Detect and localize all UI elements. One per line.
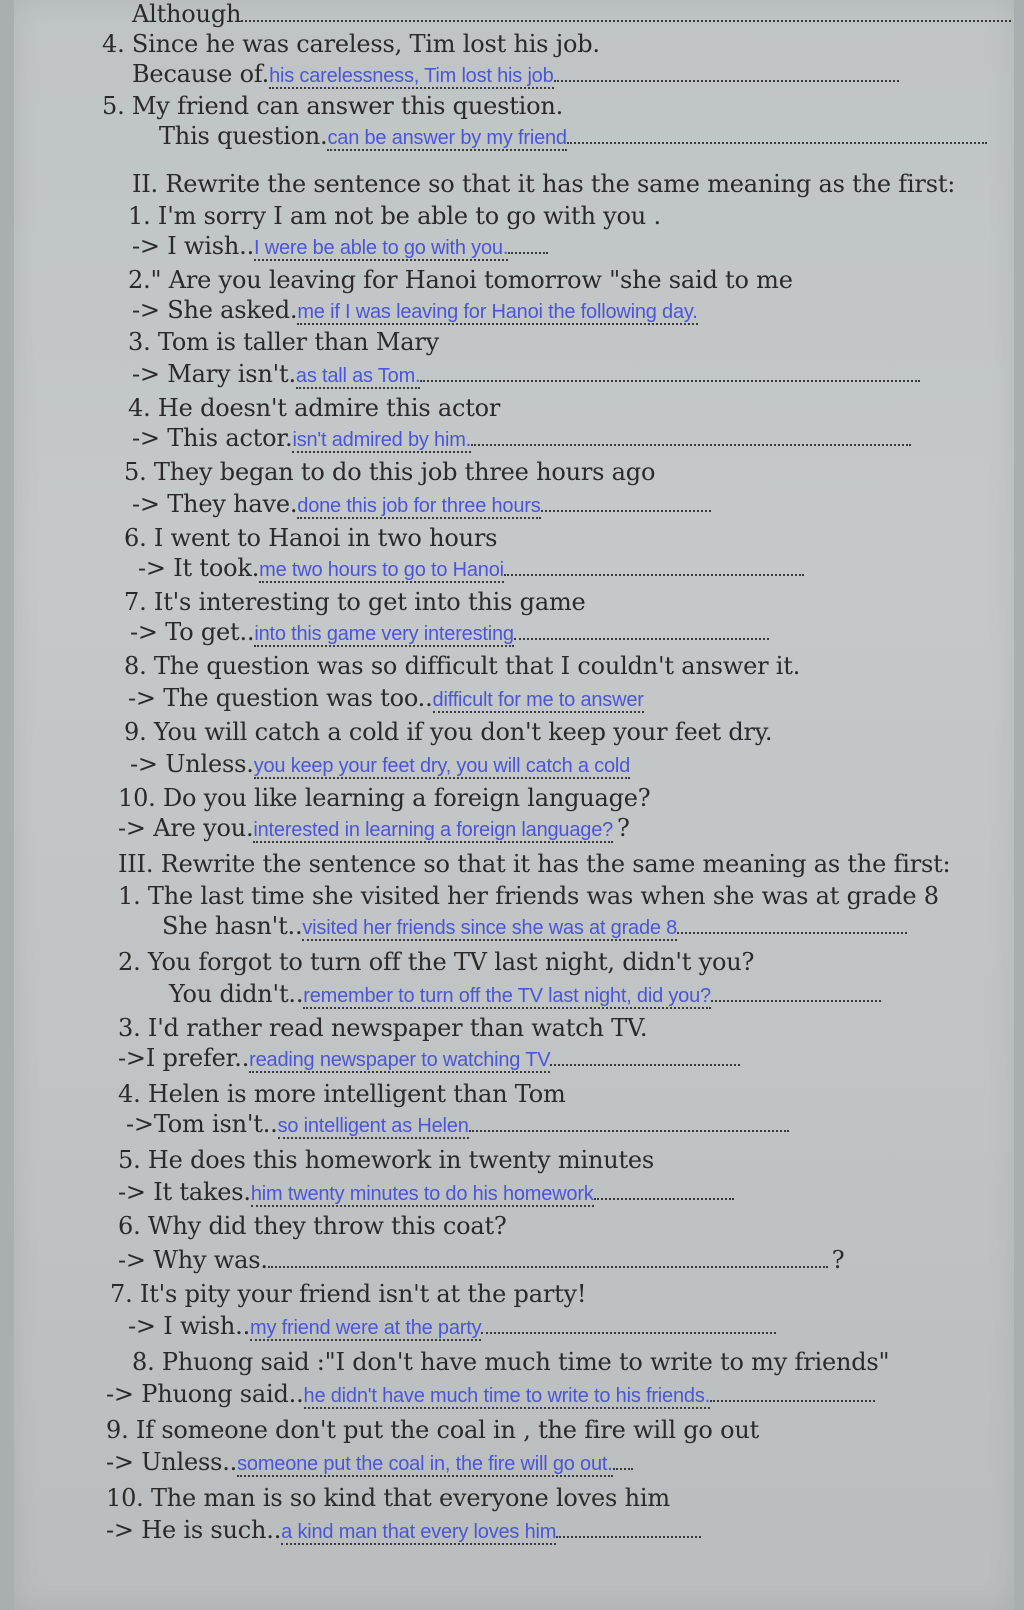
worksheet-line bbox=[110, 1280, 586, 1308]
line-prompt-text: -> Mary isn't. bbox=[132, 360, 296, 388]
worksheet-line bbox=[106, 1448, 633, 1478]
line-prompt-text: -> I wish.. bbox=[132, 232, 255, 260]
line-prompt-text: -> Unless. bbox=[130, 750, 254, 778]
worksheet-line bbox=[162, 912, 907, 942]
line-prompt-text: 8. The question was so difficult that I couldn't answer it. bbox=[124, 652, 801, 680]
line-prompt-text: She hasn't.. bbox=[162, 912, 303, 940]
line-prompt-text: 2." Are you leaving for Hanoi tomorrow "she said to me bbox=[128, 266, 793, 294]
line-prompt-text: -> Why was. bbox=[118, 1246, 268, 1274]
line-prompt-text: 3. I'd rather read newspaper than watch TV. bbox=[118, 1014, 648, 1042]
handwritten-answer: my friend were at the party bbox=[250, 1317, 482, 1339]
handwritten-answer: him twenty minutes to do his homework bbox=[250, 1183, 594, 1205]
worksheet-line bbox=[128, 394, 500, 422]
dotted-answer-line bbox=[710, 1400, 875, 1402]
worksheet-line bbox=[132, 60, 899, 90]
dotted-answer-line bbox=[550, 1064, 740, 1066]
worksheet-line bbox=[124, 588, 586, 616]
worksheet-line bbox=[124, 718, 772, 746]
dotted-answer-line bbox=[481, 1332, 776, 1334]
worksheet-line bbox=[132, 0, 1011, 28]
handwritten-answer: can be answer by my friend bbox=[327, 127, 567, 149]
worksheet-line bbox=[128, 266, 793, 294]
handwritten-answer: interested in learning a foreign language? bbox=[253, 819, 614, 841]
worksheet-line bbox=[102, 92, 563, 120]
line-prompt-text: 6. I went to Hanoi in two hours bbox=[124, 524, 498, 552]
worksheet-line bbox=[132, 232, 548, 262]
worksheet-line bbox=[118, 1146, 654, 1174]
dotted-answer-line bbox=[567, 142, 987, 144]
worksheet-line bbox=[118, 948, 754, 976]
dotted-answer-line bbox=[677, 932, 907, 934]
worksheet-line bbox=[132, 1348, 889, 1376]
worksheet-line bbox=[106, 1516, 701, 1546]
line-prompt-text: -> I wish.. bbox=[128, 1312, 251, 1340]
line-prompt-text: -> This actor. bbox=[132, 424, 293, 452]
line-prompt-text: -> He is such.. bbox=[106, 1516, 282, 1544]
handwritten-answer: me two hours to go to Hanoi bbox=[259, 559, 504, 581]
line-prompt-text: 4. Since he was careless, Tim lost his job. bbox=[102, 30, 600, 58]
handwritten-answer: a kind man that every loves him bbox=[281, 1521, 557, 1543]
worksheet-line bbox=[118, 1080, 566, 1108]
worksheet-line bbox=[132, 296, 698, 326]
dotted-answer-line bbox=[241, 20, 1011, 22]
line-prompt-text: -> Are you. bbox=[118, 814, 254, 842]
line-prompt-text: You didn't.. bbox=[169, 980, 304, 1008]
worksheet-line bbox=[128, 202, 661, 230]
worksheet-line bbox=[118, 882, 939, 910]
line-prompt-text: -> Unless.. bbox=[106, 1448, 238, 1476]
line-prompt-text: -> To get.. bbox=[130, 618, 255, 646]
line-suffix-text: ? bbox=[617, 814, 630, 842]
line-prompt-text: Because of. bbox=[132, 60, 270, 88]
worksheet-line bbox=[138, 554, 804, 584]
worksheet-line bbox=[118, 850, 950, 878]
line-prompt-text: 3. Tom is taller than Mary bbox=[128, 328, 439, 356]
worksheet-page bbox=[14, 0, 1014, 1610]
handwritten-answer: you keep your feet dry, you will catch a cold bbox=[253, 755, 631, 777]
line-prompt-text: 8. Phuong said :"I don't have much time to write to my friends" bbox=[132, 1348, 890, 1376]
line-prompt-text: Although bbox=[132, 0, 242, 28]
worksheet-line bbox=[132, 170, 955, 198]
handwritten-answer: his carelessness, Tim lost his job bbox=[269, 65, 554, 87]
line-prompt-text: 5. My friend can answer this question. bbox=[102, 92, 564, 120]
worksheet-line bbox=[128, 684, 644, 714]
worksheet-line bbox=[159, 122, 987, 152]
worksheet-line bbox=[128, 328, 439, 356]
line-prompt-text: -> It took. bbox=[138, 554, 260, 582]
line-prompt-text: 7. It's interesting to get into this game bbox=[124, 588, 586, 616]
line-prompt-text: II. Rewrite the sentence so that it has the same meaning as the first: bbox=[132, 170, 956, 198]
worksheet-line bbox=[130, 750, 630, 780]
worksheet-line bbox=[118, 1212, 507, 1240]
handwritten-answer: done this job for three hours bbox=[297, 495, 541, 517]
handwritten-answer: so intelligent as Helen bbox=[277, 1115, 469, 1137]
handwritten-answer: me if I was leaving for Hanoi the following day. bbox=[297, 301, 698, 323]
handwritten-answer: remember to turn off the TV last night, did you? bbox=[303, 985, 711, 1007]
line-suffix-text: ? bbox=[831, 1246, 845, 1274]
handwritten-answer: reading newspaper to watching TV bbox=[249, 1049, 551, 1071]
line-prompt-text: ->Tom isn't.. bbox=[126, 1110, 278, 1138]
line-prompt-text: 1. I'm sorry I am not be able to go with you . bbox=[128, 202, 661, 230]
handwritten-answer: he didn't have much time to write to his friends. bbox=[303, 1385, 710, 1407]
line-prompt-text: 2. You forgot to turn off the TV last night, didn't you? bbox=[118, 948, 755, 976]
line-prompt-text: 9. You will catch a cold if you don't keep your feet dry. bbox=[124, 718, 773, 746]
line-prompt-text: -> She asked. bbox=[132, 296, 298, 324]
handwritten-answer: into this game very interesting bbox=[254, 623, 514, 645]
line-prompt-text: 1. The last time she visited her friends was when she was at grade 8 bbox=[118, 882, 939, 910]
worksheet-line bbox=[118, 814, 630, 844]
line-prompt-text: This question. bbox=[159, 122, 328, 150]
worksheet-line bbox=[106, 1484, 670, 1512]
worksheet-line bbox=[132, 490, 711, 520]
worksheet-line bbox=[106, 1416, 759, 1444]
line-prompt-text: 10. Do you like learning a foreign language? bbox=[118, 784, 651, 812]
handwritten-answer: isn't admired by him. bbox=[292, 429, 472, 451]
handwritten-answer: as tall as Tom. bbox=[295, 365, 421, 387]
dotted-answer-line bbox=[541, 510, 711, 512]
dotted-answer-line bbox=[504, 574, 804, 576]
worksheet-line bbox=[118, 1246, 844, 1274]
dotted-answer-line bbox=[268, 1266, 828, 1268]
line-prompt-text: -> Phuong said.. bbox=[106, 1380, 304, 1408]
handwritten-answer: someone put the coal in, the fire will go out. bbox=[237, 1453, 613, 1475]
worksheet-line bbox=[118, 1044, 740, 1074]
line-prompt-text: 10. The man is so kind that everyone loves him bbox=[106, 1484, 670, 1512]
line-prompt-text: 4. Helen is more intelligent than Tom bbox=[118, 1080, 566, 1108]
dotted-answer-line bbox=[508, 252, 548, 254]
dotted-answer-line bbox=[556, 1536, 701, 1538]
line-prompt-text: 9. If someone don't put the coal in , the fire will go out bbox=[106, 1416, 760, 1444]
worksheet-line bbox=[132, 424, 911, 454]
dotted-answer-line bbox=[613, 1468, 633, 1470]
line-prompt-text: ->I prefer.. bbox=[118, 1044, 250, 1072]
line-prompt-text: -> They have. bbox=[132, 490, 298, 518]
dotted-answer-line bbox=[594, 1198, 734, 1200]
worksheet-line bbox=[124, 652, 800, 680]
worksheet-line bbox=[169, 980, 881, 1010]
dotted-answer-line bbox=[711, 1000, 881, 1002]
line-prompt-text: 4. He doesn't admire this actor bbox=[128, 394, 501, 422]
handwritten-answer: visited her friends since she was at grade 8 bbox=[302, 917, 678, 939]
worksheet-line bbox=[130, 618, 769, 648]
worksheet-line bbox=[124, 458, 655, 486]
dotted-answer-line bbox=[471, 444, 911, 446]
line-prompt-text: 7. It's pity your friend isn't at the party! bbox=[110, 1280, 587, 1308]
worksheet-line bbox=[132, 360, 920, 390]
line-prompt-text: -> The question was too.. bbox=[128, 684, 433, 712]
worksheet-line bbox=[118, 1178, 734, 1208]
worksheet-line bbox=[102, 30, 600, 58]
line-prompt-text: -> It takes. bbox=[118, 1178, 251, 1206]
dotted-answer-line bbox=[420, 380, 920, 382]
dotted-answer-line bbox=[514, 638, 769, 640]
worksheet-line bbox=[106, 1380, 875, 1410]
worksheet-line bbox=[124, 524, 497, 552]
line-prompt-text: 6. Why did they throw this coat? bbox=[118, 1212, 507, 1240]
worksheet-line bbox=[126, 1110, 789, 1140]
line-prompt-text: III. Rewrite the sentence so that it has the same meaning as the first: bbox=[118, 850, 951, 878]
handwritten-answer: difficult for me to answer bbox=[432, 689, 644, 711]
worksheet-line bbox=[118, 784, 650, 812]
handwritten-answer: I were be able to go with you. bbox=[254, 237, 509, 259]
line-prompt-text: 5. He does this homework in twenty minutes bbox=[118, 1146, 655, 1174]
dotted-answer-line bbox=[554, 80, 899, 82]
worksheet-line bbox=[128, 1312, 776, 1342]
dotted-answer-line bbox=[469, 1130, 789, 1132]
line-prompt-text: 5. They began to do this job three hours ago bbox=[124, 458, 656, 486]
worksheet-line bbox=[118, 1014, 647, 1042]
